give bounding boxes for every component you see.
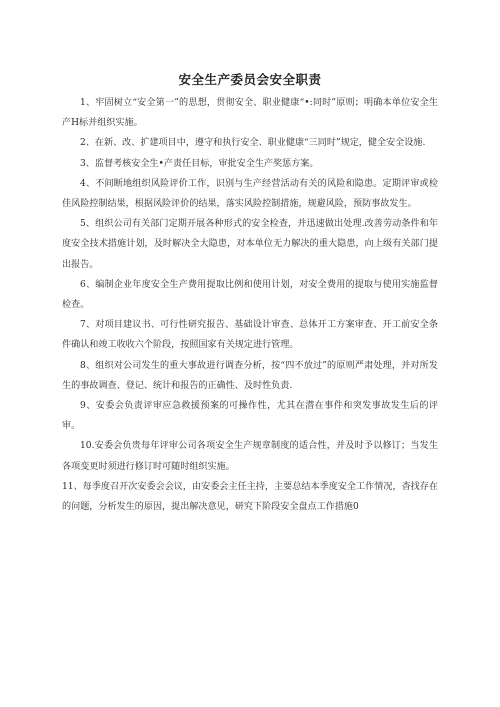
document-title: 安全生产委员会安全职责: [178, 72, 322, 87]
paragraph-7: 7、对项目建议书、可行性研究报告、基础设计审查、总体开工方案审查、开工前安全条件确认和竣工收收六个阶段，按照国家有关规定进行管理。: [62, 320, 438, 351]
paragraph-10: 10.安委会负贵每年评审公司各项安全生产规章制度的适合性，并及时予以修订；当发生各项变更时须进行修订时可随时组织实施。: [62, 441, 438, 472]
paragraph-11: 11、每季度召开次安委会会议，由安委会主任主持，主要总结本季度安全工作情况，杳找存在的问题，分析发生的原因，提出解决意见，研究下阶段安全盘点工作措施0: [62, 481, 438, 513]
paragraph-2: 2、在新、改、扩建项目中，遵守和执行安全、职业健康“三同时”规定，健全安全设施.: [80, 138, 426, 149]
document-body: [62, 93, 438, 517]
paragraph-4: 4、不间断地组织风险评价工作，识别与生产经营活动有关的风险和隐患。定期评审或检佳风险控制结果，根据风险评价的结果，落实风险控制措施，规避风险，预防事故发生。: [62, 178, 438, 210]
paragraph-6: 6、编制企业年度安全生产费用提取比例和使用计划，对安全费用的提取与使用实施监督检查。: [62, 279, 438, 311]
paragraph-9: 9、安委会负责评审应急救援预案的可操作性，尤其在潜在事件和突发事故发生后的评审。: [62, 401, 438, 432]
paragraph-1: 1、牢固树立“安全第一”的思想，贯彻安全、职业健康“•:同时”原则；明确本单位安全生产H标并组织实施。: [62, 98, 438, 129]
paragraph-8: 8、组织对公司发生的重大事故进行调查分析，按“四不放过”的原则严肃处理，并对所发生的事故调查、登记、统计和报告的正确性、及时性负责.: [62, 360, 438, 391]
paragraph-5: 5、组织公司有关部门定期开展各种形式的安全检查，并迅速做出处理.改善劳动条件和年度安全技术措施计划，及时解决全大隐患，对本单位无力解决的重大隐患，向上级有关部门提出报告。: [62, 219, 438, 270]
paragraph-3: 3、监督考核安全生•产责任目标，审批安全生产奖惩方案。: [80, 158, 319, 169]
